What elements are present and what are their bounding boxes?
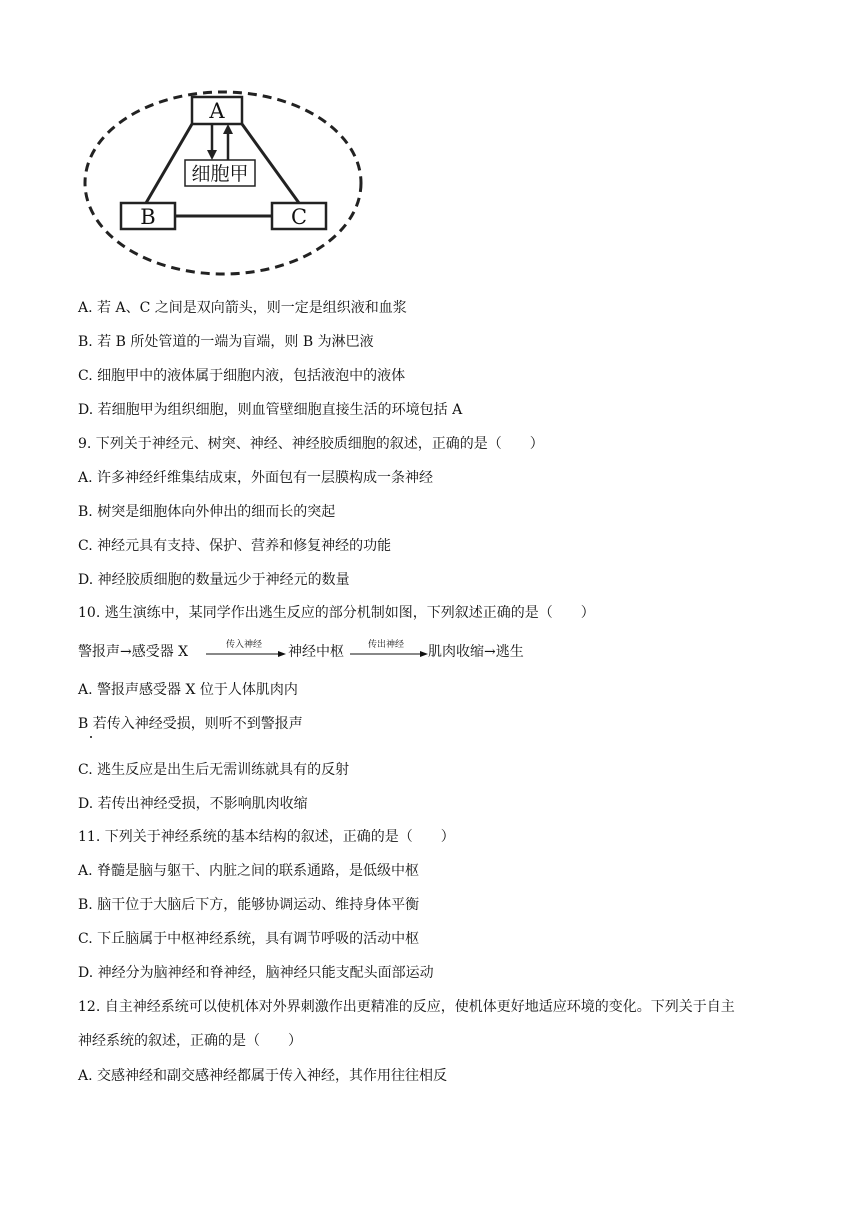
box-b-label: B bbox=[140, 205, 156, 229]
q10-option-a: A. 警报声感受器 X 位于人体肌肉内 bbox=[78, 682, 298, 698]
q10-option-c: C. 逃生反应是出生后无需训练就具有的反射 bbox=[78, 762, 350, 778]
arrow-up-icon bbox=[223, 124, 233, 134]
flow-arrow2-label: 传出神经 bbox=[368, 640, 405, 650]
box-a-label: A bbox=[209, 99, 225, 123]
q11-stem: 11. 下列关于神经系统的基本结构的叙述，正确的是（ ） bbox=[78, 829, 455, 845]
q12-option-a: A. 交感神经和副交感神经都属于传入神经，其作用往往相反 bbox=[78, 1068, 448, 1084]
q9-option-b: B. 树突是细胞体向外伸出的细而长的突起 bbox=[78, 504, 336, 520]
stray-dot bbox=[90, 736, 92, 738]
flow-start: 警报声→感受器 X bbox=[78, 644, 189, 660]
q12-stem-line2: 神经系统的叙述，正确的是（ ） bbox=[78, 1033, 302, 1049]
flow-arrow2-icon bbox=[350, 650, 428, 658]
q8-option-d: D. 若细胞甲为组织细胞，则血管壁细胞直接生活的环境包括 A bbox=[78, 402, 463, 418]
q8-option-b: B. 若 B 所处管道的一端为盲端，则 B 为淋巴液 bbox=[78, 334, 374, 350]
q9-option-a: A. 许多神经纤维集结成束，外面包有一层膜构成一条神经 bbox=[78, 470, 434, 486]
q11-option-a: A. 脊髓是脑与躯干、内脏之间的联系通路，是低级中枢 bbox=[78, 863, 420, 879]
cell-label: 细胞甲 bbox=[191, 163, 249, 185]
q10-option-b: B 若传入神经受损，则听不到警报声 bbox=[78, 716, 303, 732]
q11-option-b: B. 脑干位于大脑后下方，能够协调运动、维持身体平衡 bbox=[78, 897, 420, 913]
q8-option-a: A. 若 A、C 之间是双向箭头，则一定是组织液和血浆 bbox=[78, 300, 407, 316]
q11-option-d: D. 神经分为脑神经和脊神经，脑神经只能支配头面部运动 bbox=[78, 965, 434, 981]
flow-arrow1-label: 传入神经 bbox=[226, 640, 263, 650]
q10-stem: 10. 逃生演练中，某同学作出逃生反应的部分机制如图，下列叙述正确的是（ ） bbox=[78, 605, 595, 621]
q8-option-c: C. 细胞甲中的液体属于细胞内液，包括液泡中的液体 bbox=[78, 368, 406, 384]
q12-stem-line1: 12. 自主神经系统可以使机体对外界刺激作出更精准的反应，使机体更好地适应环境的变化。下列关于自主 bbox=[78, 999, 735, 1015]
flow-middle: 神经中枢 bbox=[288, 644, 344, 660]
body-fluid-diagram bbox=[82, 86, 364, 278]
box-c-label: C bbox=[290, 205, 308, 229]
q10-flow-diagram bbox=[78, 640, 638, 664]
q9-stem: 9. 下列关于神经元、树突、神经、神经胶质细胞的叙述，正确的是（ ） bbox=[78, 436, 544, 452]
flow-arrow1-icon bbox=[206, 650, 286, 658]
q10-option-d: D. 若传出神经受损，不影响肌肉收缩 bbox=[78, 796, 308, 812]
arrow-down-icon bbox=[207, 150, 217, 160]
q9-option-d: D. 神经胶质细胞的数量远少于神经元的数量 bbox=[78, 572, 350, 588]
q9-option-c: C. 神经元具有支持、保护、营养和修复神经的功能 bbox=[78, 538, 392, 554]
flow-end: 肌肉收缩→逃生 bbox=[428, 644, 524, 660]
q11-option-c: C. 下丘脑属于中枢神经系统，具有调节呼吸的活动中枢 bbox=[78, 931, 420, 947]
